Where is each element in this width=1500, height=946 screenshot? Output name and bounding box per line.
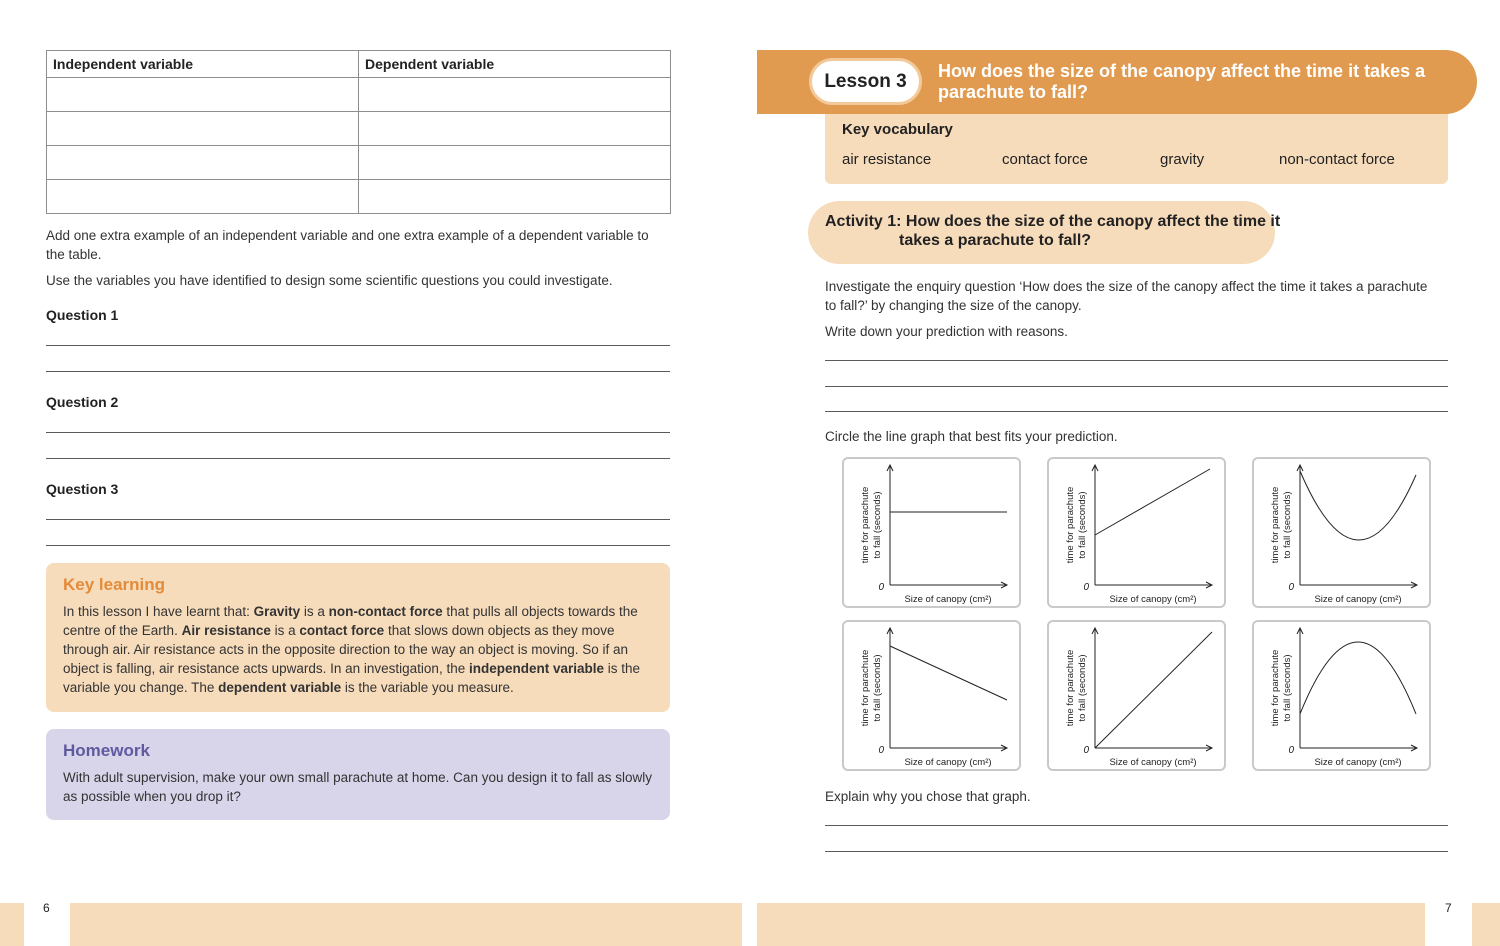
key-learning-text: In this lesson I have learnt that: Gravity is a non-contact force that pulls all objects towards the centre of the Earth. Air resistance is a contact force that slows down objects as they move through air. Air resistance acts in the opposite direction to the way an object is moving. So if an object is falling, air resistance acts upwards. In an investigation, the independent variable is the variable you change. The dependent variable is the variable you measure. bbox=[63, 604, 641, 695]
graph-option-increasing-intercept[interactable] bbox=[1047, 457, 1226, 608]
graph-line-inverted-u-curve bbox=[1300, 642, 1416, 714]
graph-line-decreasing bbox=[890, 646, 1007, 700]
x-axis-label: Size of canopy (cm²) bbox=[1109, 594, 1197, 605]
y-axis-label-line1: time for parachute bbox=[1065, 486, 1076, 564]
graph-option-increasing-origin[interactable] bbox=[1047, 620, 1226, 771]
graph-option-inverted-u-curve[interactable] bbox=[1252, 620, 1431, 771]
vocab-word: non-contact force bbox=[1279, 151, 1395, 168]
instruction-design-questions: Use the variables you have identified to design some scientific questions you could investigate. bbox=[46, 273, 613, 288]
line-graph-svg bbox=[1254, 622, 1433, 773]
question-1-label: Question 1 bbox=[46, 307, 119, 323]
key-vocabulary-title: Key vocabulary bbox=[842, 121, 953, 138]
y-axis-label-line1: time for parachute bbox=[860, 486, 871, 564]
prediction-prompt: Write down your prediction with reasons. bbox=[825, 324, 1068, 339]
table-cell[interactable] bbox=[47, 180, 359, 214]
answer-line[interactable] bbox=[46, 458, 670, 459]
circle-graph-prompt: Circle the line graph that best fits your prediction. bbox=[825, 429, 1118, 444]
answer-line[interactable] bbox=[46, 432, 670, 433]
answer-line[interactable] bbox=[825, 411, 1448, 412]
y-axis-label-line2: to fall (seconds) bbox=[1282, 491, 1293, 559]
table-cell[interactable] bbox=[47, 146, 359, 180]
footer-bar bbox=[0, 903, 24, 946]
footer-bar bbox=[70, 903, 742, 946]
line-graph-svg bbox=[844, 459, 1023, 610]
enquiry-text: Investigate the enquiry question ‘How does the size of the canopy affect the time it takes a parachute to fall?’ by changing the size of the canopy. bbox=[825, 279, 1428, 313]
table-row bbox=[47, 180, 671, 214]
y-axis-label-line2: to fall (seconds) bbox=[1282, 654, 1293, 722]
table-cell[interactable] bbox=[359, 180, 671, 214]
y-axis-label-line2: to fall (seconds) bbox=[872, 491, 883, 559]
page-number-left: 6 bbox=[43, 901, 50, 915]
key-learning-title: Key learning bbox=[63, 575, 166, 594]
table-cell[interactable] bbox=[47, 78, 359, 112]
vocab-word: contact force bbox=[1002, 151, 1088, 168]
vocab-word: air resistance bbox=[842, 151, 932, 168]
homework-box bbox=[46, 729, 670, 820]
answer-line[interactable] bbox=[46, 371, 670, 372]
table-cell[interactable] bbox=[359, 78, 671, 112]
page-number-right: 7 bbox=[1445, 901, 1452, 915]
footer-bar bbox=[1472, 903, 1500, 946]
y-axis-label-line2: to fall (seconds) bbox=[1077, 654, 1088, 722]
x-axis-label: Size of canopy (cm²) bbox=[1314, 594, 1402, 605]
activity-title-line: Activity 1: How does the size of the canopy affect the time it bbox=[825, 213, 1281, 230]
answer-line[interactable] bbox=[46, 519, 670, 520]
y-axis-label-line1: time for parachute bbox=[1270, 649, 1281, 727]
lesson-title: How does the size of the canopy affect the time it takes a parachute to fall? bbox=[938, 61, 1426, 102]
x-axis-label: Size of canopy (cm²) bbox=[1109, 757, 1197, 768]
answer-line[interactable] bbox=[825, 386, 1448, 387]
variables-table bbox=[46, 50, 671, 214]
origin-label: 0 bbox=[1083, 582, 1089, 593]
origin-label: 0 bbox=[878, 582, 884, 593]
y-axis-label-line2: to fall (seconds) bbox=[872, 654, 883, 722]
line-graph-svg bbox=[1049, 622, 1228, 773]
graph-line-increasing-from-origin bbox=[1095, 632, 1212, 748]
x-axis-label: Size of canopy (cm²) bbox=[904, 757, 992, 768]
y-axis-label-line1: time for parachute bbox=[1270, 486, 1281, 564]
table-row bbox=[47, 146, 671, 180]
graph-option-u-curve[interactable] bbox=[1252, 457, 1431, 608]
question-3-label: Question 3 bbox=[46, 481, 119, 497]
key-learning-box bbox=[46, 563, 670, 712]
activity-title-line: takes a parachute to fall? bbox=[899, 232, 1092, 249]
graph-option-horizontal[interactable] bbox=[842, 457, 1021, 608]
table-header-dependent: Dependent variable bbox=[359, 51, 671, 78]
answer-line[interactable] bbox=[825, 851, 1448, 852]
origin-label: 0 bbox=[1083, 745, 1089, 756]
answer-line[interactable] bbox=[825, 825, 1448, 826]
footer-bar bbox=[757, 903, 1425, 946]
lesson-label: Lesson 3 bbox=[809, 58, 922, 105]
x-axis-label: Size of canopy (cm²) bbox=[904, 594, 992, 605]
answer-line[interactable] bbox=[46, 345, 670, 346]
instruction-add-variables: Add one extra example of an independent variable and one extra example of a dependent variable to the table. bbox=[46, 228, 649, 262]
origin-label: 0 bbox=[1288, 582, 1294, 593]
homework-text: With adult supervision, make your own small parachute at home. Can you design it to fall as slowly as possible when you drop it? bbox=[63, 770, 653, 804]
table-cell[interactable] bbox=[359, 112, 671, 146]
homework-title: Homework bbox=[63, 741, 150, 760]
y-axis-label-line1: time for parachute bbox=[1065, 649, 1076, 727]
graph-option-decreasing[interactable] bbox=[842, 620, 1021, 771]
vocab-word: gravity bbox=[1160, 151, 1205, 168]
graph-line-increasing-from-intercept bbox=[1095, 469, 1210, 535]
y-axis-label-line1: time for parachute bbox=[860, 649, 871, 727]
table-row bbox=[47, 112, 671, 146]
y-axis-label-line2: to fall (seconds) bbox=[1077, 491, 1088, 559]
origin-label: 0 bbox=[878, 745, 884, 756]
line-graph-svg bbox=[844, 622, 1023, 773]
graph-line-u-curve bbox=[1300, 471, 1416, 540]
answer-line[interactable] bbox=[825, 360, 1448, 361]
origin-label: 0 bbox=[1288, 745, 1294, 756]
table-row bbox=[47, 78, 671, 112]
explain-prompt: Explain why you chose that graph. bbox=[825, 789, 1031, 804]
line-graph-svg bbox=[1254, 459, 1433, 610]
table-cell[interactable] bbox=[47, 112, 359, 146]
table-cell[interactable] bbox=[359, 146, 671, 180]
x-axis-label: Size of canopy (cm²) bbox=[1314, 757, 1402, 768]
answer-line[interactable] bbox=[46, 545, 670, 546]
table-header-independent: Independent variable bbox=[47, 51, 359, 78]
question-2-label: Question 2 bbox=[46, 394, 119, 410]
line-graph-svg bbox=[1049, 459, 1228, 610]
